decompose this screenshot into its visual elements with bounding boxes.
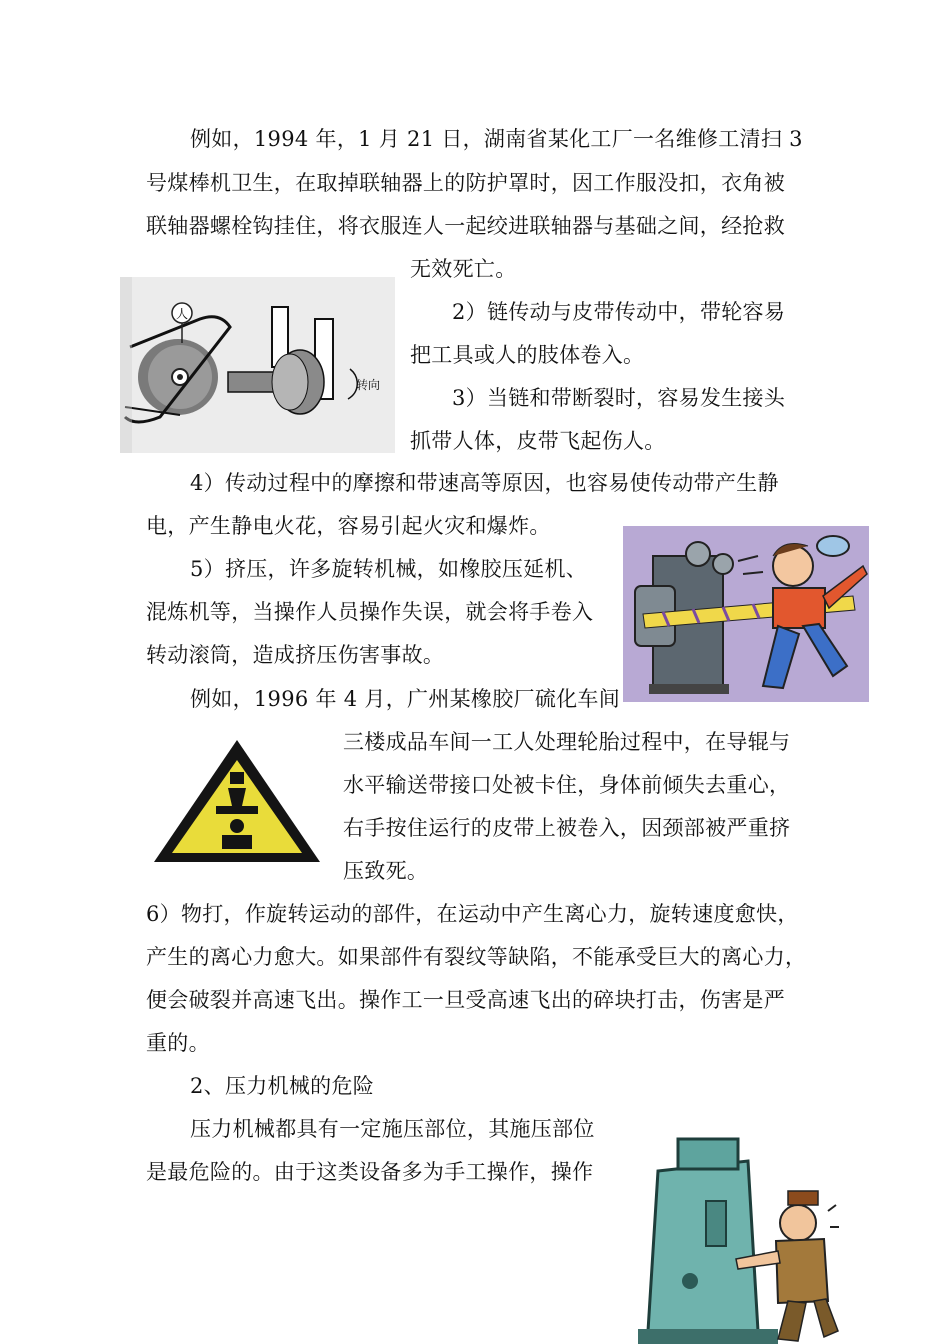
p1-line1: 例如，1994 年，1 月 21 日，湖南省某化工厂一名维修工清扫 3 xyxy=(190,127,803,151)
p5-line1: 5）挤压，许多旋转机械，如橡胶压延机、 xyxy=(190,557,588,581)
p1-line4: 无效死亡。 xyxy=(410,257,517,281)
press-machine-cartoon xyxy=(638,1131,840,1344)
belt-pulley-figure xyxy=(120,277,395,453)
p7-line4: 重的。 xyxy=(146,1031,210,1055)
p8-line2: 是最危险的。由于这类设备多为手工操作，操作 xyxy=(146,1160,594,1184)
p4-line2: 电，产生静电火花，容易引起火灾和爆炸。 xyxy=(146,514,551,538)
p3-line1: 3）当链和带断裂时，容易发生接头 xyxy=(452,386,786,410)
p8-line1: 压力机械都具有一定施压部位，其施压部位 xyxy=(190,1117,595,1141)
belt-accident-cartoon xyxy=(623,526,869,702)
p6-line3: 水平输送带接口处被卡住，身体前倾失去重心， xyxy=(343,773,791,797)
p7-line1: 6）物打，作旋转运动的部件，在运动中产生离心力，旋转速度愈快， xyxy=(146,902,799,926)
section-heading: 2、压力机械的危险 xyxy=(190,1074,375,1098)
p4-line1: 4）传动过程中的摩擦和带速高等原因，也容易使传动带产生静 xyxy=(190,471,779,495)
p6-line5: 压致死。 xyxy=(343,859,429,883)
p5-line3: 转动滚筒，造成挤压伤害事故。 xyxy=(146,643,445,667)
p1-line3: 联轴器螺栓钩挂住，将衣服连人一起绞进联轴器与基础之间，经抢救 xyxy=(146,214,785,238)
direction-label: 转向 xyxy=(356,378,381,392)
p6-line1: 例如，1996 年 4 月，广州某橡胶厂硫化车间 xyxy=(190,687,621,711)
p2-line2: 把工具或人的肢体卷入。 xyxy=(410,343,645,367)
p2-line1: 2）链传动与皮带传动中，带轮容易 xyxy=(452,300,786,324)
person-label: 人 xyxy=(176,307,189,321)
p7-line2: 产生的离心力愈大。如果部件有裂纹等缺陷，不能承受巨大的离心力， xyxy=(146,945,807,969)
crush-warning-sign xyxy=(148,734,326,868)
p6-line4: 右手按住运行的皮带上被卷入，因颈部被严重挤 xyxy=(343,816,791,840)
p6-line2: 三楼成品车间一工人处理轮胎过程中，在导辊与 xyxy=(343,730,791,754)
p1-line2: 号煤棒机卫生，在取掉联轴器上的防护罩时，因工作服没扣，衣角被 xyxy=(146,171,785,195)
p3-line2: 抓带人体，皮带飞起伤人。 xyxy=(410,429,666,453)
p7-line3: 便会破裂并高速飞出。操作工一旦受高速飞出的碎块打击，伤害是严 xyxy=(146,988,785,1012)
p5-line2: 混炼机等，当操作人员操作失误，就会将手卷入 xyxy=(146,600,594,624)
